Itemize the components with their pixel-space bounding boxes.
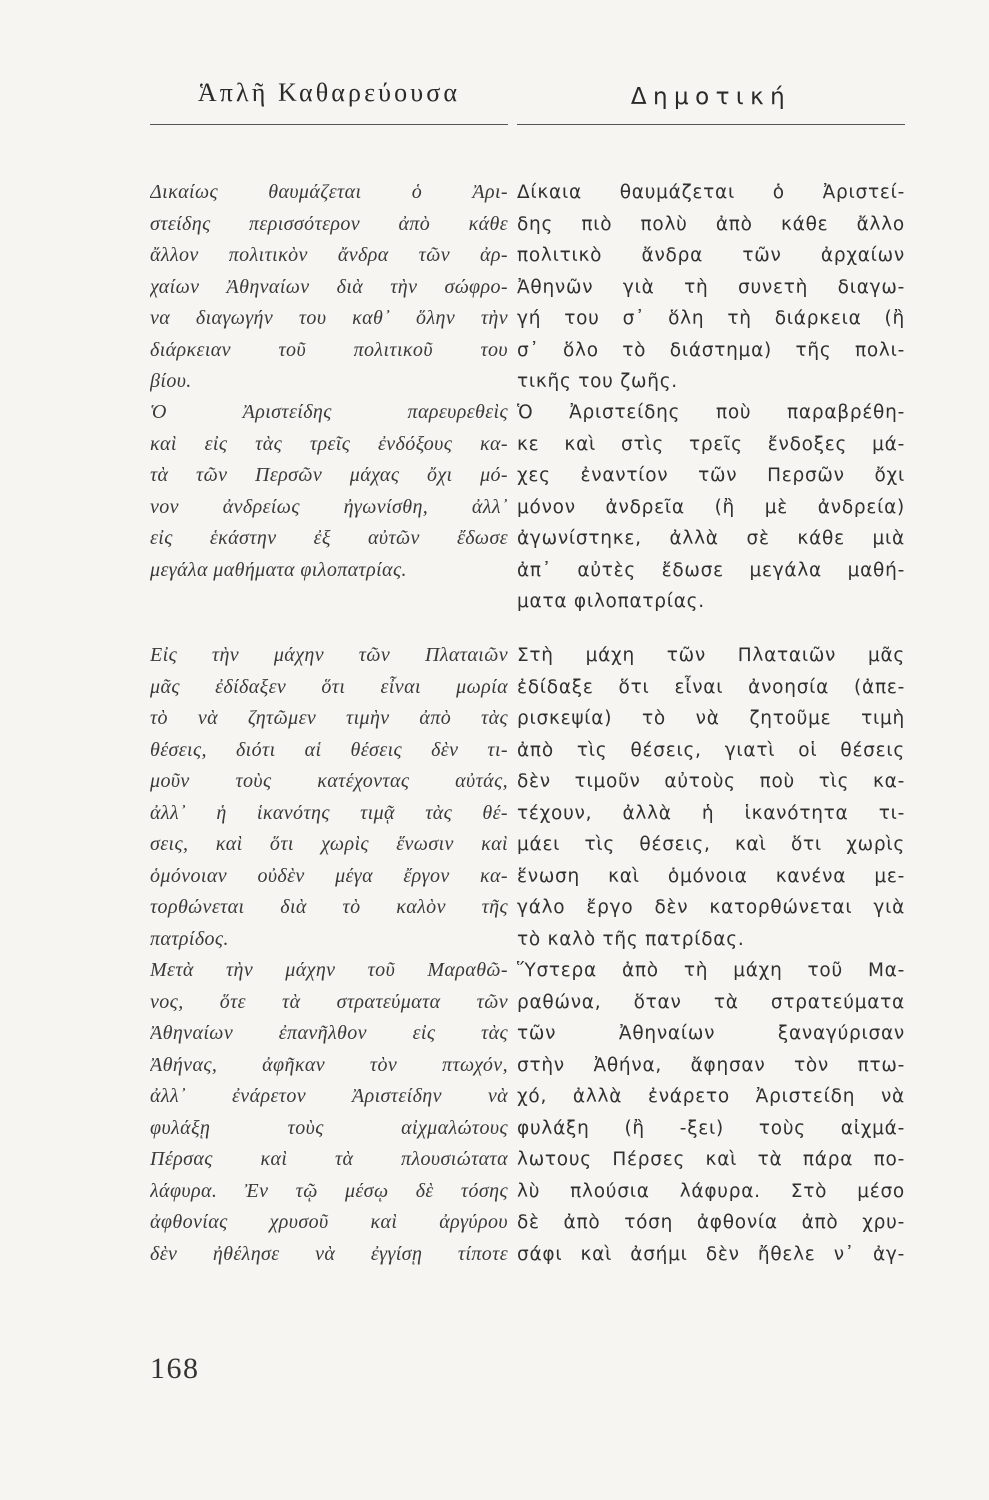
text-line: δὲν ἠθέλησε νὰ ἐγγίσῃ τίποτε — [150, 1242, 508, 1265]
text-line: Δίκαια θαυμάζεται ὁ Ἀριστεί- — [517, 182, 905, 203]
text-line: λωτους Πέρσες καὶ τὰ πάρα πο- — [517, 1149, 905, 1170]
text-line: ἕνωση καὶ ὁμόνοια κανένα με- — [517, 865, 905, 887]
heading-rule — [150, 124, 508, 125]
text-line: νον ἀνδρείως ἠγωνίσθη, ἀλλ᾽ — [150, 495, 508, 518]
paragraph — [517, 955, 905, 1270]
heading-rule — [517, 124, 905, 125]
text-line: Ἀθηνῶν γιὰ τὴ συνετὴ διαγω- — [517, 276, 905, 298]
text-line: χαίων Ἀθηναίων διὰ τὴν σώφρο- — [150, 275, 508, 298]
text-line: Εἰς τὴν μάχην τῶν Πλαταιῶν — [150, 644, 508, 666]
text-line: γή του σ᾽ ὅλη τὴ διάρκεια (ἢ — [517, 308, 905, 329]
text-line: ραθώνα, ὅταν τὰ στρατεύματα — [517, 991, 905, 1013]
text-line: ρισκεψία) τὸ νὰ ζητοῦμε τιμὴ — [517, 708, 905, 729]
text-line: να διαγωγήν του καθ᾽ ὅλην τὴν — [150, 307, 508, 329]
text-line: πατρίδος. — [150, 927, 229, 950]
text-line: εἰς ἑκάστην ἐξ αὐτῶν ἔδωσε — [150, 527, 508, 549]
text-line: μοῦν τοὺς κατέχοντας αὐτάς, — [150, 770, 508, 792]
text-line: λάφυρα. Ἐν τῷ μέσῳ δὲ τόσης — [150, 1179, 508, 1202]
text-line: ἄλλον πολιτικὸν ἄνδρα τῶν ἀρ- — [150, 244, 508, 266]
text-line: Δικαίως θαυμάζεται ὁ Ἀρι- — [150, 181, 508, 203]
text-line: δὲ ἀπὸ τόση ἀφθονία ἀπὸ χρυ- — [517, 1212, 905, 1233]
text-line: Ἀθήνας, ἀφῆκαν τὸν πτωχόν, — [150, 1053, 508, 1076]
text-line: τὸ νὰ ζητῶμεν τιμὴν ἀπὸ τὰς — [150, 707, 508, 729]
text-line: Πέρσας καὶ τὰ πλουσιώτατα — [150, 1148, 508, 1170]
text-line: ἀφθονίας χρυσοῦ καὶ ἀργύρου — [150, 1211, 508, 1233]
text-line: Ἀθηναίων ἐπανῆλθον εἰς τὰς — [150, 1022, 508, 1044]
text-line: Ὁ Ἀριστείδης παρευρεθεὶς — [150, 401, 508, 423]
text-line: Μετὰ τὴν μάχην τοῦ Μαραθῶ- — [150, 959, 508, 981]
text-line: γάλο ἔργο δὲν κατορθώνεται γιὰ — [517, 897, 905, 918]
page-number: 168 — [150, 1352, 200, 1385]
text-line: νος, ὅτε τὰ στρατεύματα τῶν — [150, 990, 508, 1013]
text-line: Στὴ μάχη τῶν Πλαταιῶν μᾶς — [517, 645, 905, 666]
text-line: τικῆς του ζωῆς. — [517, 371, 678, 392]
text-line: ἀπ᾽ αὐτὲς ἔδωσε μεγάλα μαθή- — [517, 559, 905, 581]
column-heading — [150, 78, 508, 108]
text-line: μᾶς ἐδίδαξεν ὅτι εἶναι μωρία — [150, 675, 508, 698]
paragraph — [517, 397, 905, 618]
text-line: τὰ τῶν Περσῶν μάχας ὄχι μό- — [150, 464, 508, 486]
paragraph — [150, 177, 508, 398]
text-line: θέσεις, διότι αἱ θέσεις δὲν τι- — [150, 738, 508, 761]
text-line: σεις, καὶ ὅτι χωρὶς ἕνωσιν καὶ — [150, 833, 508, 855]
column-heading — [517, 84, 905, 110]
text-line: καὶ εἰς τὰς τρεῖς ἐνδόξους κα- — [150, 432, 508, 455]
text-line: ἐδίδαξε ὅτι εἶναι ἀνοησία (ἀπε- — [517, 676, 905, 698]
text-line: σ᾽ ὅλο τὸ διάστημα) τῆς πολι- — [517, 339, 905, 361]
text-line: δὲν τιμοῦν αὐτοὺς ποὺ τὶς κα- — [517, 771, 905, 792]
text-line: δης πιὸ πολὺ ἀπὸ κάθε ἄλλο — [517, 213, 905, 235]
text-line: μάει τὶς θέσεις, καὶ ὅτι χωρὶς — [517, 834, 905, 855]
text-line: στείδης περισσότερον ἀπὸ κάθε — [150, 212, 508, 235]
text-line: διάρκειαν τοῦ πολιτικοῦ του — [150, 338, 508, 361]
text-line: χό, ἀλλὰ ἐνάρετο Ἀριστείδη νὰ — [517, 1086, 905, 1107]
paragraph — [517, 177, 905, 398]
text-line: ματα φιλοπατρίας. — [517, 591, 705, 612]
text-line: τορθώνεται διὰ τὸ καλὸν τῆς — [150, 896, 508, 918]
text-line: Ὁ Ἀριστείδης ποὺ παραβρέθη- — [517, 402, 905, 423]
text-line: σάφι καὶ ἀσήμι δὲν ἤθελε ν᾽ ἀγ- — [517, 1243, 905, 1265]
column-heading-text: Δημοτική — [630, 84, 792, 110]
text-line: πολιτικὸ ἄνδρα τῶν ἀρχαίων — [517, 245, 905, 266]
text-line: ὁμόνοιαν οὐδὲν μέγα ἔργον κα- — [150, 864, 508, 887]
text-line: τὸ καλὸ τῆς πατρίδας. — [517, 928, 745, 950]
text-line: φυλάξη (ἢ -ξει) τοὺς αἰχμά- — [517, 1117, 905, 1139]
text-line: χες ἐναντίον τῶν Περσῶν ὄχι — [517, 465, 905, 486]
text-line: κε καὶ στὶς τρεῖς ἔνδοξες μά- — [517, 433, 905, 455]
text-line: ἀγωνίστηκε, ἀλλὰ σὲ κάθε μιὰ — [517, 528, 905, 549]
paragraph — [150, 955, 508, 1270]
text-line: φυλάξῃ τοὺς αἰχμαλώτους — [150, 1116, 508, 1139]
text-line: μόνον ἀνδρεῖα (ἢ μὲ ἀνδρεία) — [517, 496, 905, 518]
text-line: τῶν Ἀθηναίων ξαναγύρισαν — [517, 1023, 905, 1044]
text-line: Ὕστερα ἀπὸ τὴ μάχη τοῦ Μα- — [517, 960, 905, 981]
text-line: ἀλλ᾽ ἐνάρετον Ἀριστείδην νὰ — [150, 1085, 508, 1107]
paragraph — [517, 640, 905, 955]
text-line: στὴν Ἀθήνα, ἄφησαν τὸν πτω- — [517, 1054, 905, 1076]
column-heading-text: Ἁπλῆ Καθαρεύουσα — [197, 78, 461, 107]
text-line: ἀπὸ τὶς θέσεις, γιατὶ οἱ θέσεις — [517, 739, 905, 761]
text-line: τέχουν, ἀλλὰ ἡ ἱκανότητα τι- — [517, 802, 905, 824]
text-line: λὺ πλούσια λάφυρα. Στὸ μέσο — [517, 1180, 905, 1202]
paragraph — [150, 640, 508, 955]
text-line: βίου. — [150, 370, 192, 392]
paragraph — [150, 397, 508, 586]
text-line: μεγάλα μαθήματα φιλοπατρίας. — [150, 558, 407, 581]
text-line: ἀλλ᾽ ἡ ἱκανότης τιμᾷ τὰς θέ- — [150, 801, 508, 824]
